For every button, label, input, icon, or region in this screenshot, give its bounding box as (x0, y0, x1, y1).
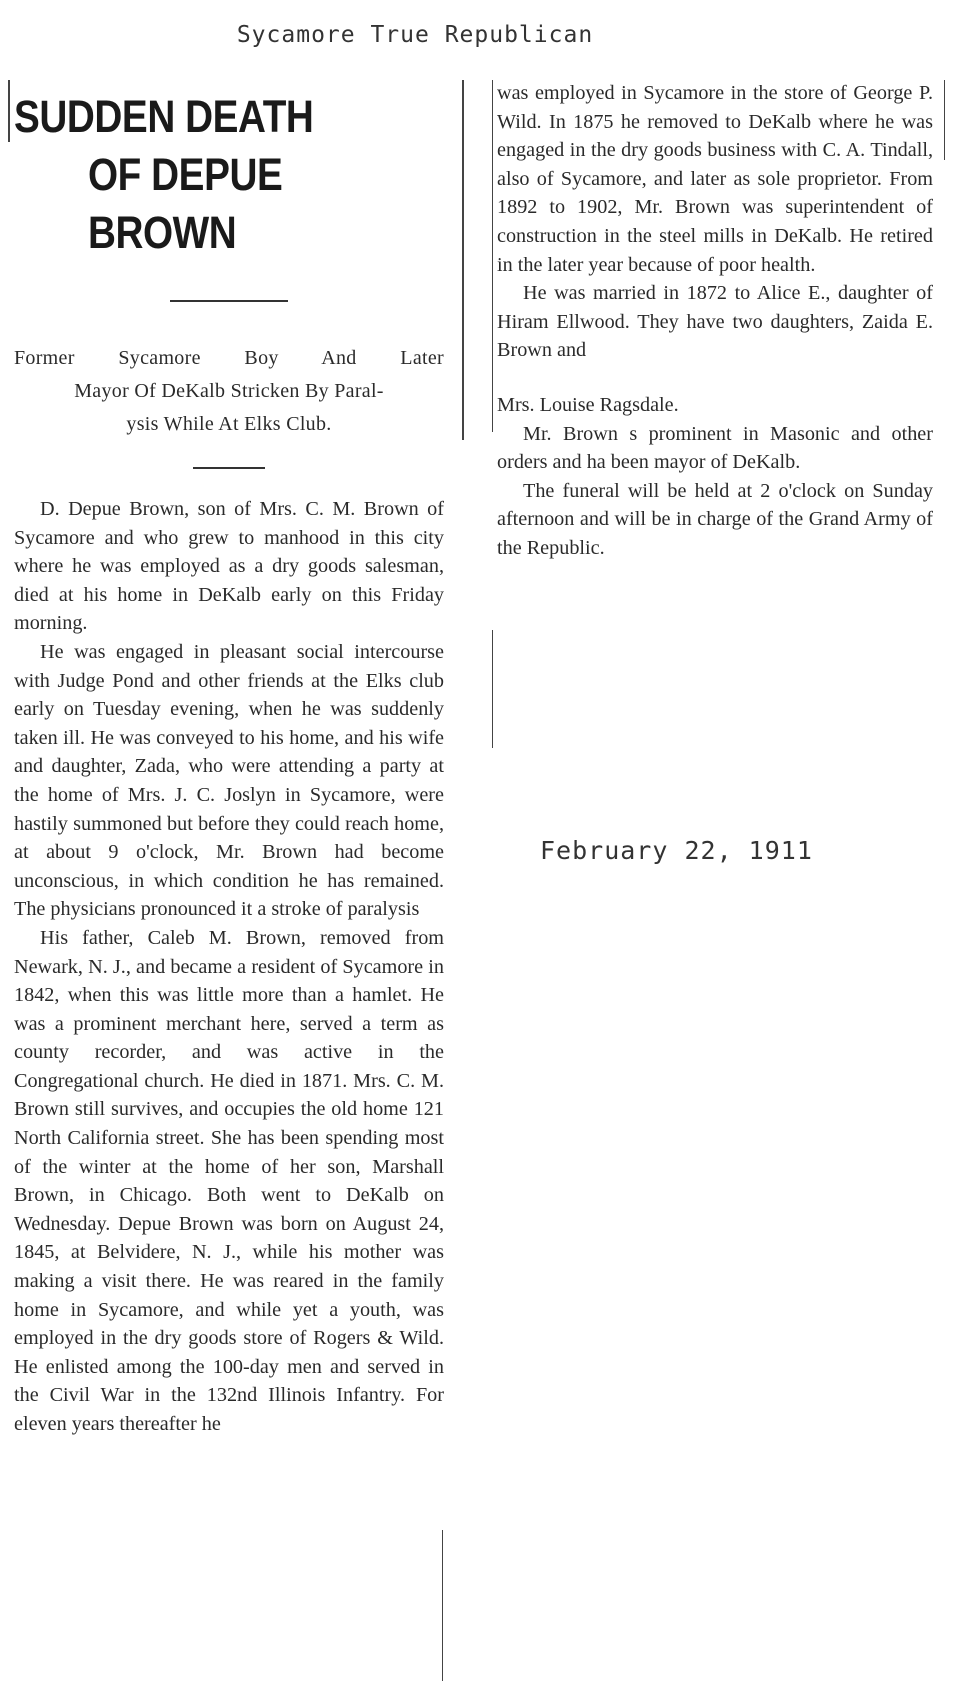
paragraph: He was engaged in pleasant social intercourse with Judge Pond and other friends at the Elks club early on Tuesday evening, when he was suddenly taken ill. He was conveyed to his home, and his wife and daughter, Zada, who were attending a party at the home of Mrs. J. C. Joslyn in Sycamore, were hastily summoned but before they could reach home, at about 9 o'clock, Mr. Brown had become unconscious, in which condition he has remained. The physicians pronounced it a stroke of paralysis (14, 640, 444, 921)
headline-line-2: OF DEPUE BROWN (87, 149, 283, 258)
subheadline (14, 342, 444, 441)
paragraph: His father, Caleb M. Brown, removed from Newark, N. J., and became a resident of Sycamore in 1842, when this was little more than a hamlet. He was a prominent merchant here, served a term as county recorder, and was active in the Congregational church. He died in 1871. Mrs. C. M. Brown still survives, and occupies the old home 121 North California street. She has been spending most of the winter at the home of her son, Marshall Brown, in Chicago. Both went to DeKalb on Wednesday. Depue Brown was born on August 24, 1845, at Belvidere, N. J., while his mother was making a visit there. He was reared in the family home in Sycamore, and while yet a youth, was employed in the dry goods store of Rogers & Wild. He enlisted among the 100-day men and served in the Civil War in the 132nd Illinois Infantry. For eleven years thereafter he (14, 926, 444, 1435)
publication-date: February 22, 1911 (540, 836, 813, 865)
subheadline-line-2: Mayor Of DeKalb Stricken By Paral- (74, 380, 384, 402)
masthead-title: Sycamore True Republican (236, 22, 594, 48)
subheadline-rule (193, 467, 265, 469)
headline (14, 88, 444, 262)
headline-line-1: SUDDEN DEATH (14, 91, 314, 142)
paragraph: Mrs. Louise Ragsdale. (497, 393, 679, 416)
subheadline-line-1: Former Sycamore Boy And Later (14, 347, 444, 369)
article-right-column (497, 79, 933, 563)
paragraph: Mr. Brown s prominent in Masonic and other orders and ha been mayor of DeKalb. (497, 422, 933, 474)
paragraph: was employed in Sycamore in the store of George P. Wild. In 1875 he removed to DeKalb where he was engaged in the dry goods business with C. A. Tindall, also of Sycamore, and later as sole proprietor. From 1892 to 1902, Mr. Brown was superintendent of construction in the steel mills in DeKalb. He retired in the later year because of poor health. (497, 82, 933, 276)
column-rule-far-right (944, 80, 945, 160)
headline-rule (170, 300, 288, 302)
subheadline-line-3: ysis While At Elks Club. (126, 413, 332, 435)
column-rule-middle (462, 80, 464, 440)
article-left-column (14, 88, 444, 1439)
column-rule-middle-lower (442, 1530, 443, 1681)
paragraph: He was married in 1872 to Alice E., daughter of Hiram Ellwood. They have two daughters, Zaida E. Brown and (497, 282, 933, 362)
column-rule-right-upper (492, 80, 493, 432)
column-rule-right-lower (492, 630, 493, 748)
paragraph: The funeral will be held at 2 o'clock on Sunday afternoon and will be in charge of the Grand Army of the Republic. (497, 479, 933, 559)
paragraph: D. Depue Brown, son of Mrs. C. M. Brown of Sycamore and who grew to manhood in this city where he was employed as a dry goods salesman, died at his home in DeKalb early on this Friday morning. (14, 498, 444, 635)
column-rule-left (8, 80, 10, 142)
